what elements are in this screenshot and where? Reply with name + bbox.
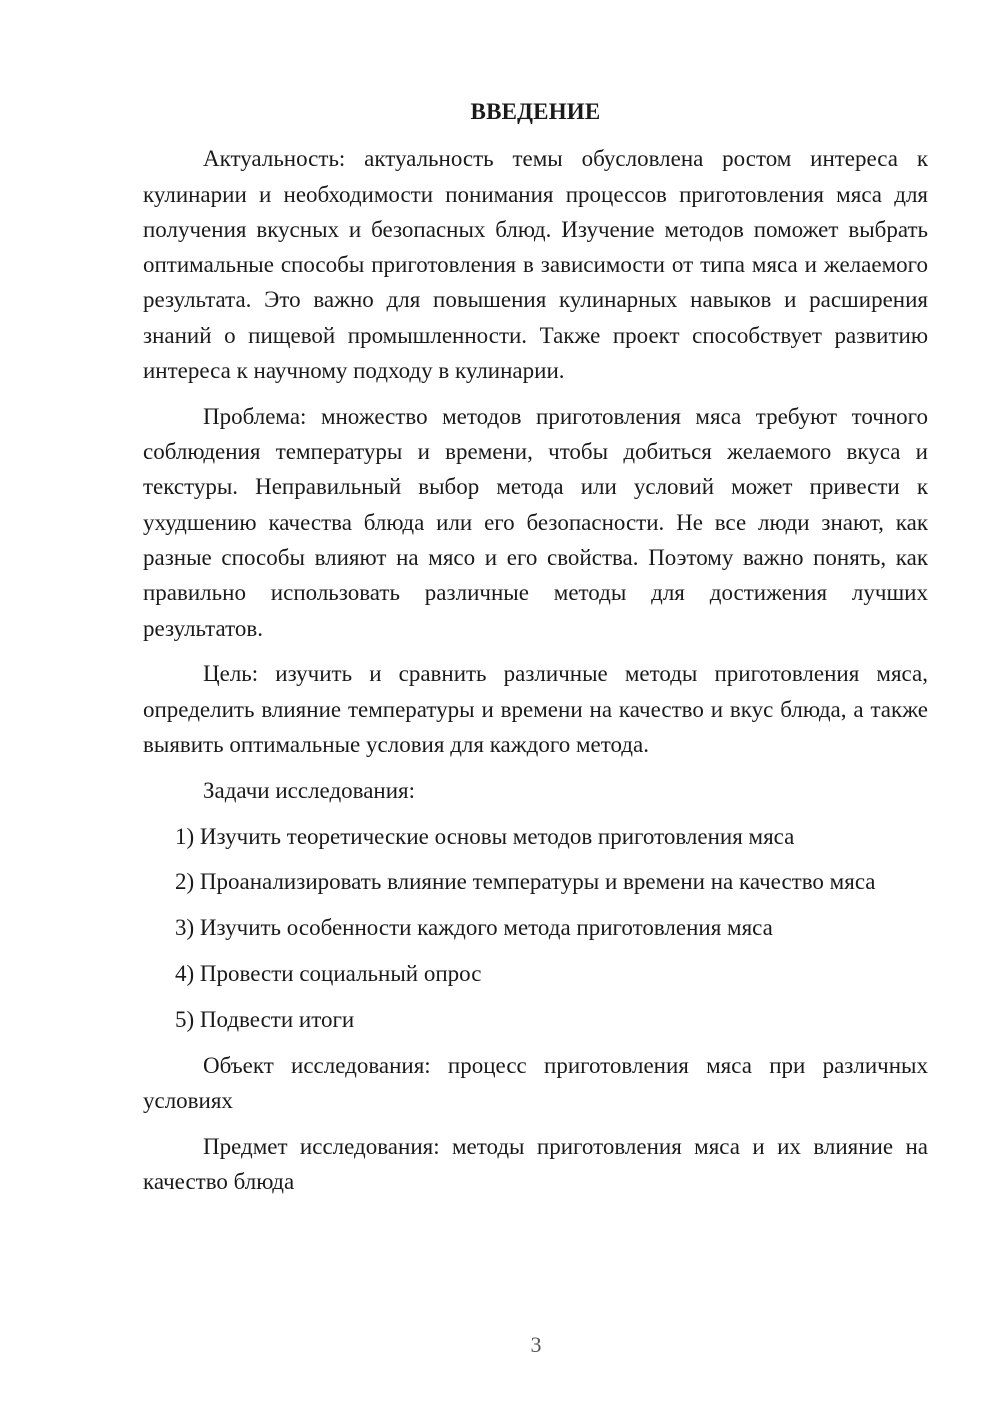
tasks-title: Задачи исследования:: [203, 777, 416, 803]
problem-paragraph: Проблема: множество методов приготовления мяса требуют точного соблюдения температуры и времени, чтобы добиться желаемого вкуса и текстуры. Неправильный выбор метода или условий может привести к ухудшению качества блюда или его безопасности. Не все люди знают, как разные способы влияют на мясо и его свойства. Поэтому важно понять, как правильно использовать различные методы для достижения лучших результатов.: [143, 403, 928, 641]
page-number: 3: [530, 1332, 542, 1357]
section-heading: ВВЕДЕНИЕ: [470, 99, 601, 124]
page-content: [143, 94, 928, 1210]
research-subject-paragraph: Предмет исследования: методы приготовления мяса и их влияние на качество блюда: [143, 1133, 928, 1195]
task-item-1: 1) Изучить теоретические основы методов приготовления мяса: [175, 823, 795, 849]
task-item-3: 3) Изучить особенности каждого метода приготовления мяса: [175, 915, 773, 941]
relevance-paragraph: Актуальность: актуальность темы обусловлена ростом интереса к кулинарии и необходимости понимания процессов приготовления мяса для получения вкусных и безопасных блюд. Изучение методов поможет выбрать оптимальные способы приготовления в зависимости от типа мяса и желаемого результата. Это важно для повышения кулинарных навыков и расширения знаний о пищевой промышленности. Также проект способствует развитию интереса к научному подходу в кулинарии.: [143, 146, 928, 384]
goal-paragraph: Цель: изучить и сравнить различные методы приготовления мяса, определить влияние температуры и времени на качество и вкус блюда, а также выявить оптимальные условия для каждого метода.: [143, 661, 928, 758]
task-item-2: 2) Проанализировать влияние температуры и времени на качество мяса: [175, 869, 876, 895]
task-item-4: 4) Провести социальный опрос: [175, 961, 482, 987]
task-item-5: 5) Подвести итоги: [175, 1006, 355, 1032]
research-object-paragraph: Объект исследования: процесс приготовления мяса при различных условиях: [143, 1052, 928, 1113]
